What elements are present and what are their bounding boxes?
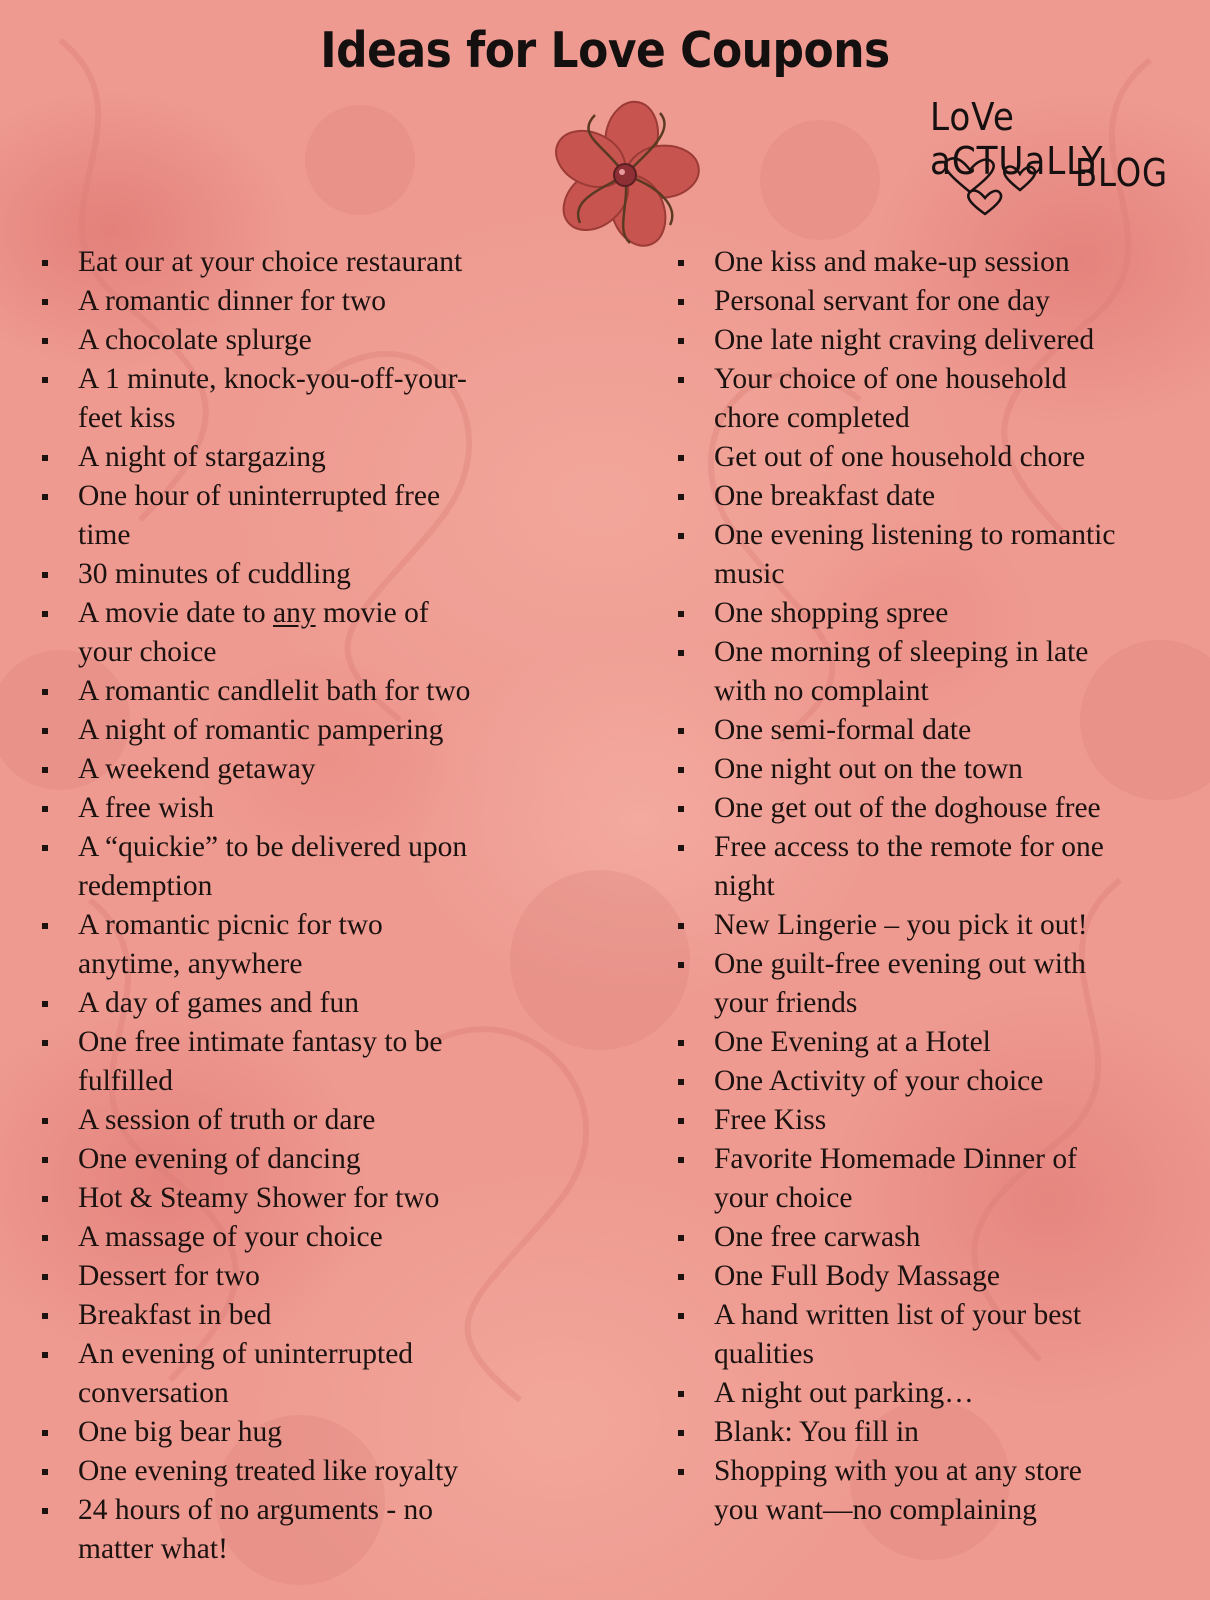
list-item bbox=[40, 1257, 600, 1296]
list-item bbox=[676, 711, 1210, 750]
list-item-text: A romantic dinner for two bbox=[78, 285, 387, 317]
list-item bbox=[40, 1101, 600, 1140]
bullet-icon bbox=[678, 338, 684, 344]
bullet-icon bbox=[678, 611, 684, 617]
list-item-text: One guilt-free evening out with bbox=[714, 948, 1086, 980]
list-item bbox=[40, 1023, 600, 1101]
list-item bbox=[40, 438, 600, 477]
list-item bbox=[676, 945, 1210, 1023]
list-item bbox=[40, 711, 600, 750]
list-item bbox=[40, 1296, 600, 1335]
list-item bbox=[676, 1296, 1210, 1374]
list-item-text: Dessert for two bbox=[78, 1260, 260, 1292]
list-item-text: anytime, anywhere bbox=[78, 948, 303, 980]
bullet-icon bbox=[678, 377, 684, 383]
list-item-text: One Evening at a Hotel bbox=[714, 1026, 991, 1058]
list-item-text: A night out parking… bbox=[714, 1377, 974, 1409]
list-item bbox=[40, 828, 600, 906]
list-item-text: One morning of sleeping in late bbox=[714, 636, 1089, 668]
list-item bbox=[40, 984, 600, 1023]
bullet-icon bbox=[42, 1001, 48, 1007]
bullet-icon bbox=[678, 1040, 684, 1046]
list-item-text: qualities bbox=[714, 1338, 814, 1370]
list-item-text: Blank: You fill in bbox=[714, 1416, 919, 1448]
list-item bbox=[676, 828, 1210, 906]
bullet-icon bbox=[678, 1313, 684, 1319]
list-item bbox=[676, 1023, 1210, 1062]
list-item bbox=[40, 1491, 600, 1569]
bullet-icon bbox=[678, 494, 684, 500]
list-item bbox=[676, 516, 1210, 594]
list-item bbox=[40, 321, 600, 360]
list-item-text: A massage of your choice bbox=[78, 1221, 383, 1253]
list-item-text: One free carwash bbox=[714, 1221, 921, 1253]
list-item-text: A 1 minute, knock-you-off-your- bbox=[78, 363, 467, 395]
list-item-text: fulfilled bbox=[78, 1065, 174, 1097]
bullet-icon bbox=[42, 1352, 48, 1358]
list-item-text: your choice bbox=[78, 636, 217, 668]
list-item-text: Shopping with you at any store bbox=[714, 1455, 1082, 1487]
list-item bbox=[676, 1452, 1210, 1530]
list-item-text: Breakfast in bed bbox=[78, 1299, 272, 1331]
list-item-text: One Full Body Massage bbox=[714, 1260, 1000, 1292]
bullet-icon bbox=[42, 923, 48, 929]
list-item bbox=[676, 750, 1210, 789]
bullet-icon bbox=[42, 1274, 48, 1280]
list-item bbox=[40, 594, 600, 672]
list-item-text: matter what! bbox=[78, 1533, 228, 1565]
list-item-text: One hour of uninterrupted free bbox=[78, 480, 441, 512]
list-item-text: One free intimate fantasy to be bbox=[78, 1026, 443, 1058]
list-item bbox=[676, 321, 1210, 360]
bullet-icon bbox=[42, 806, 48, 812]
list-item-text: Free Kiss bbox=[714, 1104, 827, 1136]
bullet-icon bbox=[42, 377, 48, 383]
list-item bbox=[676, 1257, 1210, 1296]
list-item bbox=[40, 789, 600, 828]
list-item bbox=[676, 1374, 1210, 1413]
list-item-text: conversation bbox=[78, 1377, 229, 1409]
underlined-word: any bbox=[273, 597, 316, 629]
list-item-text: One kiss and make-up session bbox=[714, 246, 1070, 278]
list-item-text: A romantic picnic for two bbox=[78, 909, 383, 941]
bullet-icon bbox=[678, 1235, 684, 1241]
bullet-icon bbox=[42, 455, 48, 461]
list-item-text: One get out of the doghouse free bbox=[714, 792, 1101, 824]
list-item-text: Personal servant for one day bbox=[714, 285, 1050, 317]
list-item bbox=[40, 555, 600, 594]
flower-icon bbox=[545, 100, 705, 250]
list-item-text: One shopping spree bbox=[714, 597, 949, 629]
bullet-icon bbox=[42, 1508, 48, 1514]
list-item bbox=[40, 1452, 600, 1491]
list-item bbox=[40, 477, 600, 555]
list-item bbox=[40, 360, 600, 438]
blog-logo bbox=[920, 95, 1200, 225]
list-item bbox=[40, 1179, 600, 1218]
bullet-icon bbox=[678, 1430, 684, 1436]
list-item-text: A night of stargazing bbox=[78, 441, 326, 473]
bullet-icon bbox=[678, 1079, 684, 1085]
list-item-text: One semi-formal date bbox=[714, 714, 972, 746]
list-item bbox=[40, 750, 600, 789]
list-item bbox=[676, 360, 1210, 438]
list-item-text: chore completed bbox=[714, 402, 910, 434]
bullet-icon bbox=[42, 728, 48, 734]
bullet-icon bbox=[42, 338, 48, 344]
list-item bbox=[40, 672, 600, 711]
list-item-text: Eat our at your choice restaurant bbox=[78, 246, 463, 278]
list-item bbox=[676, 477, 1210, 516]
bullet-icon bbox=[678, 767, 684, 773]
bullet-icon bbox=[42, 494, 48, 500]
list-item-text: A session of truth or dare bbox=[78, 1104, 376, 1136]
list-item bbox=[676, 789, 1210, 828]
blog-word: BLOG bbox=[1075, 151, 1168, 195]
list-item-text: One breakfast date bbox=[714, 480, 936, 512]
list-item-text: A night of romantic pampering bbox=[78, 714, 444, 746]
coupon-list-left bbox=[40, 243, 600, 1569]
bullet-icon bbox=[42, 572, 48, 578]
bullet-icon bbox=[678, 455, 684, 461]
list-item-text: you want—no complaining bbox=[714, 1494, 1037, 1526]
list-item-text: A “quickie” to be delivered upon bbox=[78, 831, 468, 863]
bullet-icon bbox=[42, 1469, 48, 1475]
list-item-text: New Lingerie – you pick it out! bbox=[714, 909, 1088, 941]
bullet-icon bbox=[678, 923, 684, 929]
list-item-text: feet kiss bbox=[78, 402, 176, 434]
bullet-icon bbox=[42, 611, 48, 617]
list-item-text: One night out on the town bbox=[714, 753, 1023, 785]
list-item-text: 30 minutes of cuddling bbox=[78, 558, 351, 590]
list-item-text: with no complaint bbox=[714, 675, 929, 707]
list-item-text: A free wish bbox=[78, 792, 214, 824]
bullet-icon bbox=[678, 299, 684, 305]
list-item-text: A hand written list of your best bbox=[714, 1299, 1082, 1331]
list-item-text: A romantic candlelit bath for two bbox=[78, 675, 471, 707]
list-item-text: One evening treated like royalty bbox=[78, 1455, 459, 1487]
list-item-text: One Activity of your choice bbox=[714, 1065, 1044, 1097]
list-item bbox=[40, 1335, 600, 1413]
list-item-text: 24 hours of no arguments - no bbox=[78, 1494, 434, 1526]
list-item bbox=[40, 282, 600, 321]
bullet-icon bbox=[678, 1274, 684, 1280]
list-item bbox=[676, 438, 1210, 477]
list-item bbox=[40, 243, 600, 282]
list-item-text: music bbox=[714, 558, 785, 590]
bullet-icon bbox=[678, 1118, 684, 1124]
list-item-text: A weekend getaway bbox=[78, 753, 316, 785]
list-item-text: One evening of dancing bbox=[78, 1143, 361, 1175]
bullet-icon bbox=[42, 1196, 48, 1202]
bullet-icon bbox=[678, 728, 684, 734]
list-item-text: your choice bbox=[714, 1182, 853, 1214]
bullet-icon bbox=[678, 1391, 684, 1397]
list-item bbox=[676, 906, 1210, 945]
bullet-icon bbox=[678, 260, 684, 266]
bullet-icon bbox=[42, 260, 48, 266]
list-item-text: One late night craving delivered bbox=[714, 324, 1095, 356]
coupon-list-right bbox=[676, 243, 1210, 1530]
bullet-icon bbox=[678, 533, 684, 539]
list-item bbox=[676, 1101, 1210, 1140]
bullet-icon bbox=[42, 299, 48, 305]
bullet-icon bbox=[42, 845, 48, 851]
list-item bbox=[676, 1413, 1210, 1452]
blog-name: LoVe aCTUaLLY bbox=[930, 95, 1104, 183]
list-item bbox=[40, 1413, 600, 1452]
bullet-icon bbox=[42, 1313, 48, 1319]
list-item bbox=[676, 633, 1210, 711]
bullet-icon bbox=[42, 1040, 48, 1046]
list-item-text: your friends bbox=[714, 987, 858, 1019]
list-item bbox=[40, 906, 600, 984]
list-item-text: A chocolate splurge bbox=[78, 324, 312, 356]
list-item-text: Get out of one household chore bbox=[714, 441, 1086, 473]
list-item-text: Free access to the remote for one bbox=[714, 831, 1104, 863]
bullet-icon bbox=[678, 1469, 684, 1475]
bullet-icon bbox=[42, 1157, 48, 1163]
bullet-icon bbox=[42, 1118, 48, 1124]
bullet-icon bbox=[42, 1235, 48, 1241]
list-item-text: redemption bbox=[78, 870, 213, 902]
list-item bbox=[676, 594, 1210, 633]
bullet-icon bbox=[42, 689, 48, 695]
list-item bbox=[676, 282, 1210, 321]
list-item-text: One evening listening to romantic bbox=[714, 519, 1116, 551]
bullet-icon bbox=[42, 767, 48, 773]
list-item bbox=[40, 1140, 600, 1179]
list-item bbox=[676, 1218, 1210, 1257]
list-item bbox=[676, 243, 1210, 282]
list-item-text: An evening of uninterrupted bbox=[78, 1338, 414, 1370]
list-item bbox=[676, 1140, 1210, 1218]
list-item-text: Hot & Steamy Shower for two bbox=[78, 1182, 440, 1214]
bullet-icon bbox=[678, 650, 684, 656]
bullet-icon bbox=[678, 1157, 684, 1163]
bullet-icon bbox=[42, 1430, 48, 1436]
bullet-icon bbox=[678, 962, 684, 968]
list-item-text: night bbox=[714, 870, 775, 902]
list-item-text: A day of games and fun bbox=[78, 987, 359, 1019]
list-item-text: Your choice of one household bbox=[714, 363, 1067, 395]
list-item-text: time bbox=[78, 519, 131, 551]
list-item-text: One big bear hug bbox=[78, 1416, 282, 1448]
list-item-text: Favorite Homemade Dinner of bbox=[714, 1143, 1077, 1175]
bullet-icon bbox=[678, 806, 684, 812]
list-item bbox=[676, 1062, 1210, 1101]
list-item-text: A movie date to any movie of bbox=[78, 597, 429, 629]
hearts-icon bbox=[935, 150, 1075, 220]
page-title: Ideas for Love Coupons bbox=[320, 22, 890, 80]
bullet-icon bbox=[678, 845, 684, 851]
list-item bbox=[40, 1218, 600, 1257]
